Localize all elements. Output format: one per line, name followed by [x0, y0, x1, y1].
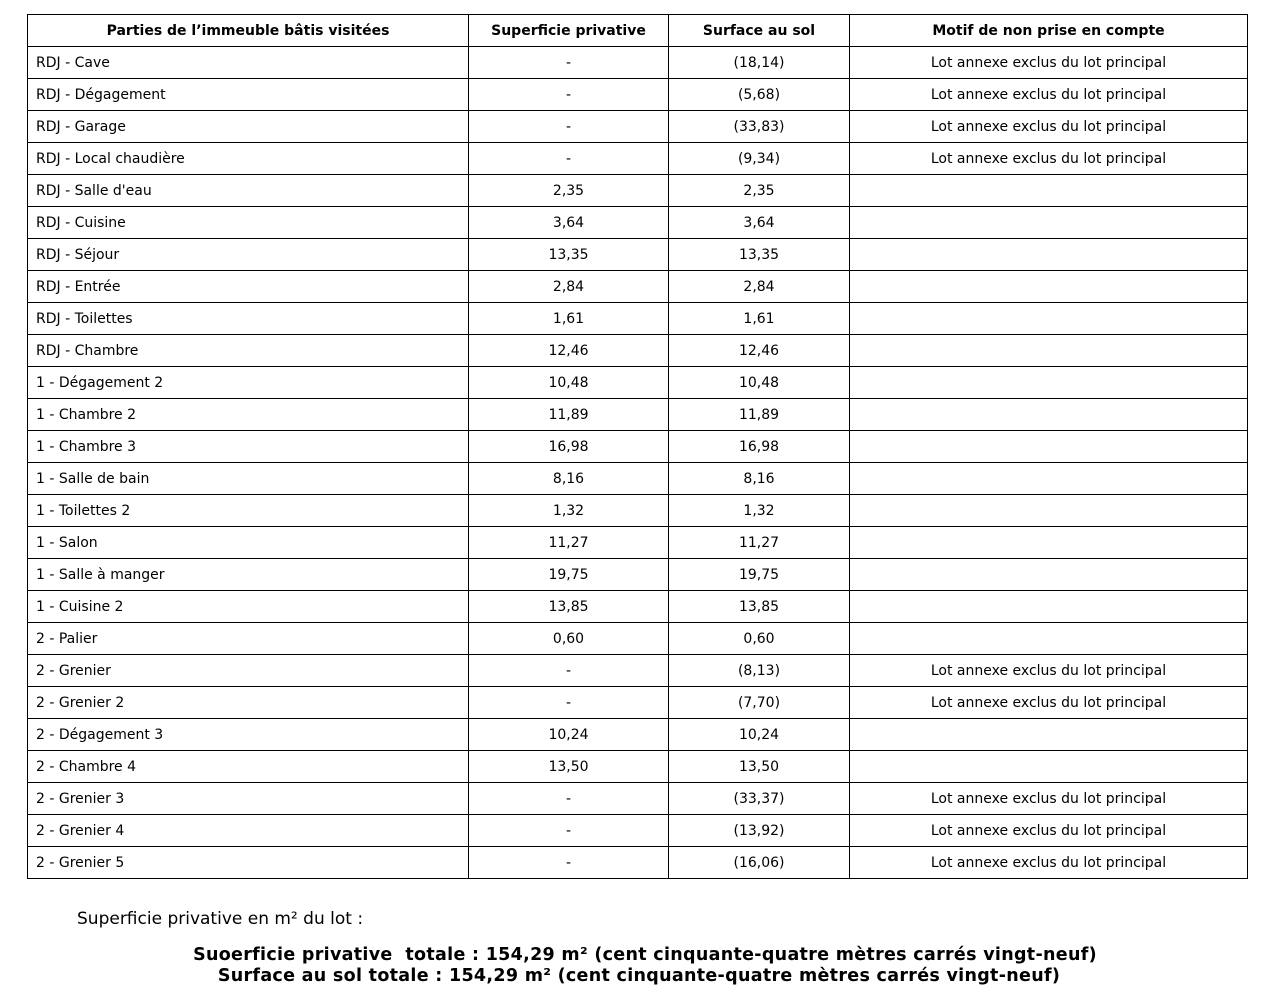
- cell-superficie-privative: -: [469, 47, 669, 79]
- cell-superficie-privative: -: [469, 655, 669, 687]
- table-row: [28, 239, 1248, 271]
- table-body: [28, 47, 1248, 879]
- cell-surface-au-sol: 16,98: [669, 431, 850, 463]
- cell-surface-au-sol: 10,48: [669, 367, 850, 399]
- header-motif: Motif de non prise en compte: [850, 15, 1248, 47]
- cell-room-name: 1 - Dégagement 2: [28, 367, 469, 399]
- cell-room-name: 2 - Grenier 5: [28, 847, 469, 879]
- table-row: [28, 751, 1248, 783]
- table-row: [28, 815, 1248, 847]
- table-row: [28, 399, 1248, 431]
- table-row: [28, 847, 1248, 879]
- cell-room-name: RDJ - Toilettes: [28, 303, 469, 335]
- cell-superficie-privative: 2,35: [469, 175, 669, 207]
- cell-superficie-privative: 10,48: [469, 367, 669, 399]
- cell-room-name: 1 - Chambre 2: [28, 399, 469, 431]
- cell-room-name: 2 - Grenier 3: [28, 783, 469, 815]
- cell-superficie-privative: 0,60: [469, 623, 669, 655]
- cell-room-name: 2 - Palier: [28, 623, 469, 655]
- table-row: [28, 463, 1248, 495]
- cell-room-name: RDJ - Salle d'eau: [28, 175, 469, 207]
- total-surface-sol: Surface au sol totale : 154,29 m² (cent cinquante-quatre mètres carrés vingt-neuf): [217, 966, 1061, 986]
- cell-room-name: RDJ - Garage: [28, 111, 469, 143]
- cell-surface-au-sol: 3,64: [669, 207, 850, 239]
- cell-surface-au-sol: 1,61: [669, 303, 850, 335]
- cell-room-name: 1 - Salle à manger: [28, 559, 469, 591]
- header-parties: Parties de l’immeuble bâtis visitées: [28, 15, 469, 47]
- cell-room-name: RDJ - Cave: [28, 47, 469, 79]
- summary-label: Superficie privative en m² du lot :: [77, 909, 364, 929]
- table-row: [28, 783, 1248, 815]
- cell-motif: [850, 207, 1248, 239]
- cell-motif: Lot annexe exclus du lot principal: [850, 847, 1248, 879]
- cell-motif: [850, 623, 1248, 655]
- cell-motif: [850, 495, 1248, 527]
- cell-room-name: RDJ - Séjour: [28, 239, 469, 271]
- cell-surface-au-sol: 2,35: [669, 175, 850, 207]
- table-row: [28, 367, 1248, 399]
- cell-superficie-privative: 13,35: [469, 239, 669, 271]
- header-row: [28, 15, 1248, 47]
- cell-motif: [850, 271, 1248, 303]
- surface-table: [27, 14, 1248, 879]
- cell-surface-au-sol: 13,50: [669, 751, 850, 783]
- cell-surface-au-sol: (13,92): [669, 815, 850, 847]
- cell-surface-au-sol: 12,46: [669, 335, 850, 367]
- cell-superficie-privative: 12,46: [469, 335, 669, 367]
- cell-surface-au-sol: 11,89: [669, 399, 850, 431]
- total-privative: Suoerficie privative totale : 154,29 m² (cent cinquante-quatre mètres carrés vingt-neuf): [193, 945, 1097, 965]
- cell-room-name: RDJ - Chambre: [28, 335, 469, 367]
- table-row: [28, 175, 1248, 207]
- cell-superficie-privative: 10,24: [469, 719, 669, 751]
- table-row: [28, 527, 1248, 559]
- table-row: [28, 271, 1248, 303]
- cell-superficie-privative: 13,85: [469, 591, 669, 623]
- cell-motif: [850, 719, 1248, 751]
- table-row: [28, 655, 1248, 687]
- cell-superficie-privative: 3,64: [469, 207, 669, 239]
- cell-motif: [850, 303, 1248, 335]
- cell-superficie-privative: 1,32: [469, 495, 669, 527]
- cell-surface-au-sol: (18,14): [669, 47, 850, 79]
- cell-superficie-privative: 11,89: [469, 399, 669, 431]
- table-row: [28, 559, 1248, 591]
- table-row: [28, 431, 1248, 463]
- cell-motif: [850, 527, 1248, 559]
- cell-motif: [850, 751, 1248, 783]
- cell-room-name: 2 - Grenier 4: [28, 815, 469, 847]
- cell-superficie-privative: 19,75: [469, 559, 669, 591]
- cell-room-name: 2 - Grenier: [28, 655, 469, 687]
- cell-motif: Lot annexe exclus du lot principal: [850, 687, 1248, 719]
- cell-motif: [850, 591, 1248, 623]
- cell-superficie-privative: -: [469, 847, 669, 879]
- cell-surface-au-sol: 19,75: [669, 559, 850, 591]
- table-row: [28, 143, 1248, 175]
- cell-room-name: RDJ - Dégagement: [28, 79, 469, 111]
- cell-surface-au-sol: 13,35: [669, 239, 850, 271]
- cell-surface-au-sol: 8,16: [669, 463, 850, 495]
- cell-superficie-privative: 11,27: [469, 527, 669, 559]
- cell-surface-au-sol: (7,70): [669, 687, 850, 719]
- header-superficie-privative: Superficie privative: [469, 15, 669, 47]
- header-surface-au-sol: Surface au sol: [669, 15, 850, 47]
- table-row: [28, 687, 1248, 719]
- cell-surface-au-sol: 11,27: [669, 527, 850, 559]
- cell-room-name: 2 - Dégagement 3: [28, 719, 469, 751]
- cell-motif: [850, 399, 1248, 431]
- cell-superficie-privative: 8,16: [469, 463, 669, 495]
- cell-room-name: 1 - Cuisine 2: [28, 591, 469, 623]
- cell-motif: [850, 239, 1248, 271]
- cell-superficie-privative: -: [469, 815, 669, 847]
- table-header: [28, 15, 1248, 47]
- cell-motif: Lot annexe exclus du lot principal: [850, 79, 1248, 111]
- cell-surface-au-sol: (8,13): [669, 655, 850, 687]
- table-row: [28, 719, 1248, 751]
- cell-room-name: 1 - Toilettes 2: [28, 495, 469, 527]
- cell-superficie-privative: 2,84: [469, 271, 669, 303]
- cell-superficie-privative: 13,50: [469, 751, 669, 783]
- cell-superficie-privative: -: [469, 111, 669, 143]
- cell-superficie-privative: 1,61: [469, 303, 669, 335]
- cell-surface-au-sol: 0,60: [669, 623, 850, 655]
- table-row: [28, 335, 1248, 367]
- cell-superficie-privative: -: [469, 143, 669, 175]
- cell-room-name: 2 - Grenier 2: [28, 687, 469, 719]
- table-row: [28, 207, 1248, 239]
- cell-surface-au-sol: (9,34): [669, 143, 850, 175]
- cell-motif: [850, 175, 1248, 207]
- cell-motif: [850, 559, 1248, 591]
- cell-superficie-privative: 16,98: [469, 431, 669, 463]
- cell-motif: [850, 463, 1248, 495]
- table-row: [28, 623, 1248, 655]
- cell-room-name: 1 - Salle de bain: [28, 463, 469, 495]
- cell-room-name: 1 - Chambre 3: [28, 431, 469, 463]
- cell-surface-au-sol: (33,83): [669, 111, 850, 143]
- cell-surface-au-sol: 2,84: [669, 271, 850, 303]
- cell-motif: Lot annexe exclus du lot principal: [850, 111, 1248, 143]
- cell-motif: [850, 431, 1248, 463]
- cell-motif: [850, 367, 1248, 399]
- cell-motif: Lot annexe exclus du lot principal: [850, 47, 1248, 79]
- cell-superficie-privative: -: [469, 783, 669, 815]
- cell-surface-au-sol: 10,24: [669, 719, 850, 751]
- cell-superficie-privative: -: [469, 687, 669, 719]
- cell-motif: Lot annexe exclus du lot principal: [850, 815, 1248, 847]
- cell-room-name: RDJ - Entrée: [28, 271, 469, 303]
- cell-room-name: 1 - Salon: [28, 527, 469, 559]
- cell-room-name: RDJ - Local chaudière: [28, 143, 469, 175]
- cell-surface-au-sol: 1,32: [669, 495, 850, 527]
- table-row: [28, 79, 1248, 111]
- cell-surface-au-sol: (33,37): [669, 783, 850, 815]
- cell-room-name: 2 - Chambre 4: [28, 751, 469, 783]
- table-row: [28, 591, 1248, 623]
- table-row: [28, 111, 1248, 143]
- cell-surface-au-sol: (5,68): [669, 79, 850, 111]
- cell-motif: Lot annexe exclus du lot principal: [850, 143, 1248, 175]
- cell-superficie-privative: -: [469, 79, 669, 111]
- table-row: [28, 47, 1248, 79]
- table-row: [28, 495, 1248, 527]
- cell-surface-au-sol: 13,85: [669, 591, 850, 623]
- cell-room-name: RDJ - Cuisine: [28, 207, 469, 239]
- cell-motif: [850, 335, 1248, 367]
- cell-surface-au-sol: (16,06): [669, 847, 850, 879]
- table-row: [28, 303, 1248, 335]
- cell-motif: Lot annexe exclus du lot principal: [850, 655, 1248, 687]
- cell-motif: Lot annexe exclus du lot principal: [850, 783, 1248, 815]
